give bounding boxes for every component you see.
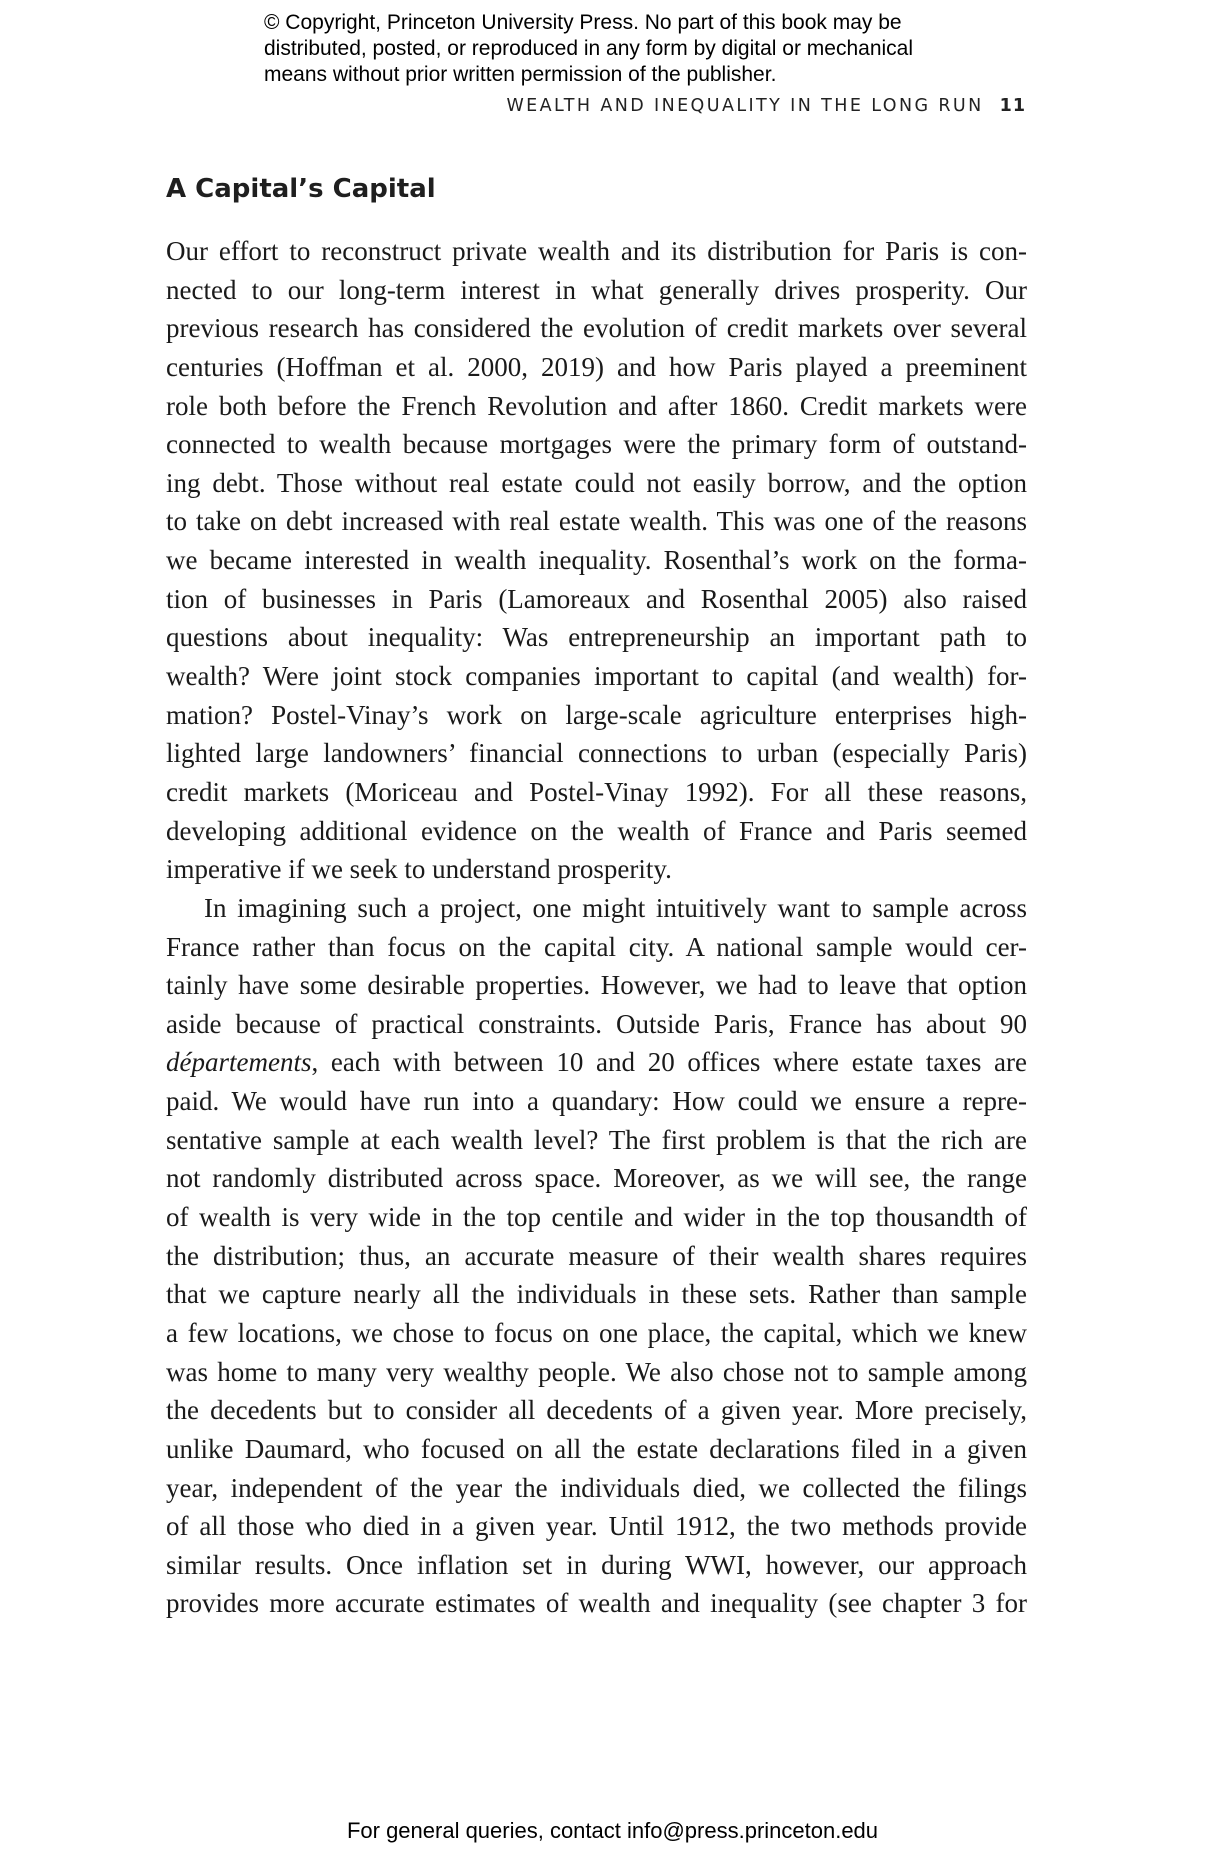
text-line: provides more accurate estimates of wealth and inequality (see chapter 3 for [166,1588,1027,1619]
text-line: centuries (Hoffman et al. 2000, 2019) and how Paris played a preeminent [166,351,1027,382]
copyright-line: distributed, posted, or reproduced in any form by digital or mechanical [264,37,914,60]
paragraph-1 [166,232,1027,889]
text-line: aside because of practical constraints. Outside Paris, France has about 90 [166,1008,1027,1039]
text-line [166,1043,1027,1082]
copyright-line: means without prior written permission of the publisher. [264,63,777,86]
section-heading: A Capital’s Capital [166,174,436,204]
text-line: mation? Postel-Vinay’s work on large-scale agriculture enterprises high- [166,699,1027,730]
copyright-notice [264,10,1024,88]
text-line: In imagining such a project, one might intuitively want to sample across [204,892,1027,923]
running-head-title: WEALTH AND INEQUALITY IN THE LONG RUN [506,96,984,116]
footer-contact: For general queries, contact info@press.princeton.edu [346,1818,879,1843]
running-head [166,96,1026,116]
text-line: the distribution; thus, an accurate measure of their wealth shares requires [166,1240,1027,1271]
text-line: lighted large landowners’ financial connections to urban (especially Paris) [166,738,1027,769]
text-line: developing additional evidence on the wealth of France and Paris seemed [166,815,1027,846]
text-line: sentative sample at each wealth level? The first problem is that the rich are [166,1124,1027,1155]
text-line: paid. We would have run into a quandary: How could we ensure a repre- [166,1086,1027,1117]
text-line: the decedents but to consider all decedents of a given year. More precisely, [166,1395,1027,1426]
text-line: that we capture nearly all the individuals in these sets. Rather than sample [166,1279,1027,1310]
paragraph-2 [166,889,1027,1623]
text-line: nected to our long-term interest in what generally drives prosperity. Our [166,274,1027,305]
text-line: ing debt. Those without real estate could not easily borrow, and the option [166,467,1027,498]
text-line: year, independent of the year the individuals died, we collected the filings [166,1472,1027,1503]
text-line-rest: , each with between 10 and 20 offices where estate taxes are [311,1047,1027,1078]
text-line: tainly have some desirable properties. However, we had to leave that option [166,970,1027,1001]
text-line: role both before the French Revolution and after 1860. Credit markets were [166,390,1027,421]
copyright-line: © Copyright, Princeton University Press. No part of this book may be [264,11,902,34]
body-text [166,232,1027,1623]
text-line: imperative if we seek to understand prosperity. [166,854,672,885]
text-line: questions about inequality: Was entrepreneurship an important path to [166,622,1027,653]
text-line: we became interested in wealth inequality. Rosenthal’s work on the forma- [166,545,1027,576]
text-line: previous research has considered the evolution of credit markets over several [166,313,1027,344]
italic-term: départements [166,1047,312,1078]
text-line: wealth? Were joint stock companies important to capital (and wealth) for- [166,661,1027,692]
text-line: of wealth is very wide in the top centile and wider in the top thousandth of [166,1202,1027,1233]
text-line: credit markets (Moriceau and Postel-Vinay 1992). For all these reasons, [166,776,1027,807]
text-line: unlike Daumard, who focused on all the estate declarations filed in a given [166,1433,1027,1464]
text-line: not randomly distributed across space. Moreover, as we will see, the range [166,1163,1027,1194]
text-line: similar results. Once inflation set in during WWI, however, our approach [166,1549,1027,1580]
text-line: of all those who died in a given year. Until 1912, the two methods provide [166,1511,1027,1542]
page-number: 11 [999,96,1026,116]
text-line: connected to wealth because mortgages were the primary form of outstand- [166,429,1027,460]
text-line: France rather than focus on the capital city. A national sample would cer- [166,931,1027,962]
text-line: Our effort to reconstruct private wealth and its distribution for Paris is con- [166,236,1027,266]
text-line: was home to many very wealthy people. We also chose not to sample among [166,1356,1027,1387]
text-line: tion of businesses in Paris (Lamoreaux and Rosenthal 2005) also raised [166,583,1027,614]
text-line: a few locations, we chose to focus on one place, the capital, which we knew [166,1317,1027,1348]
text-line: to take on debt increased with real estate wealth. This was one of the reasons [166,506,1027,537]
